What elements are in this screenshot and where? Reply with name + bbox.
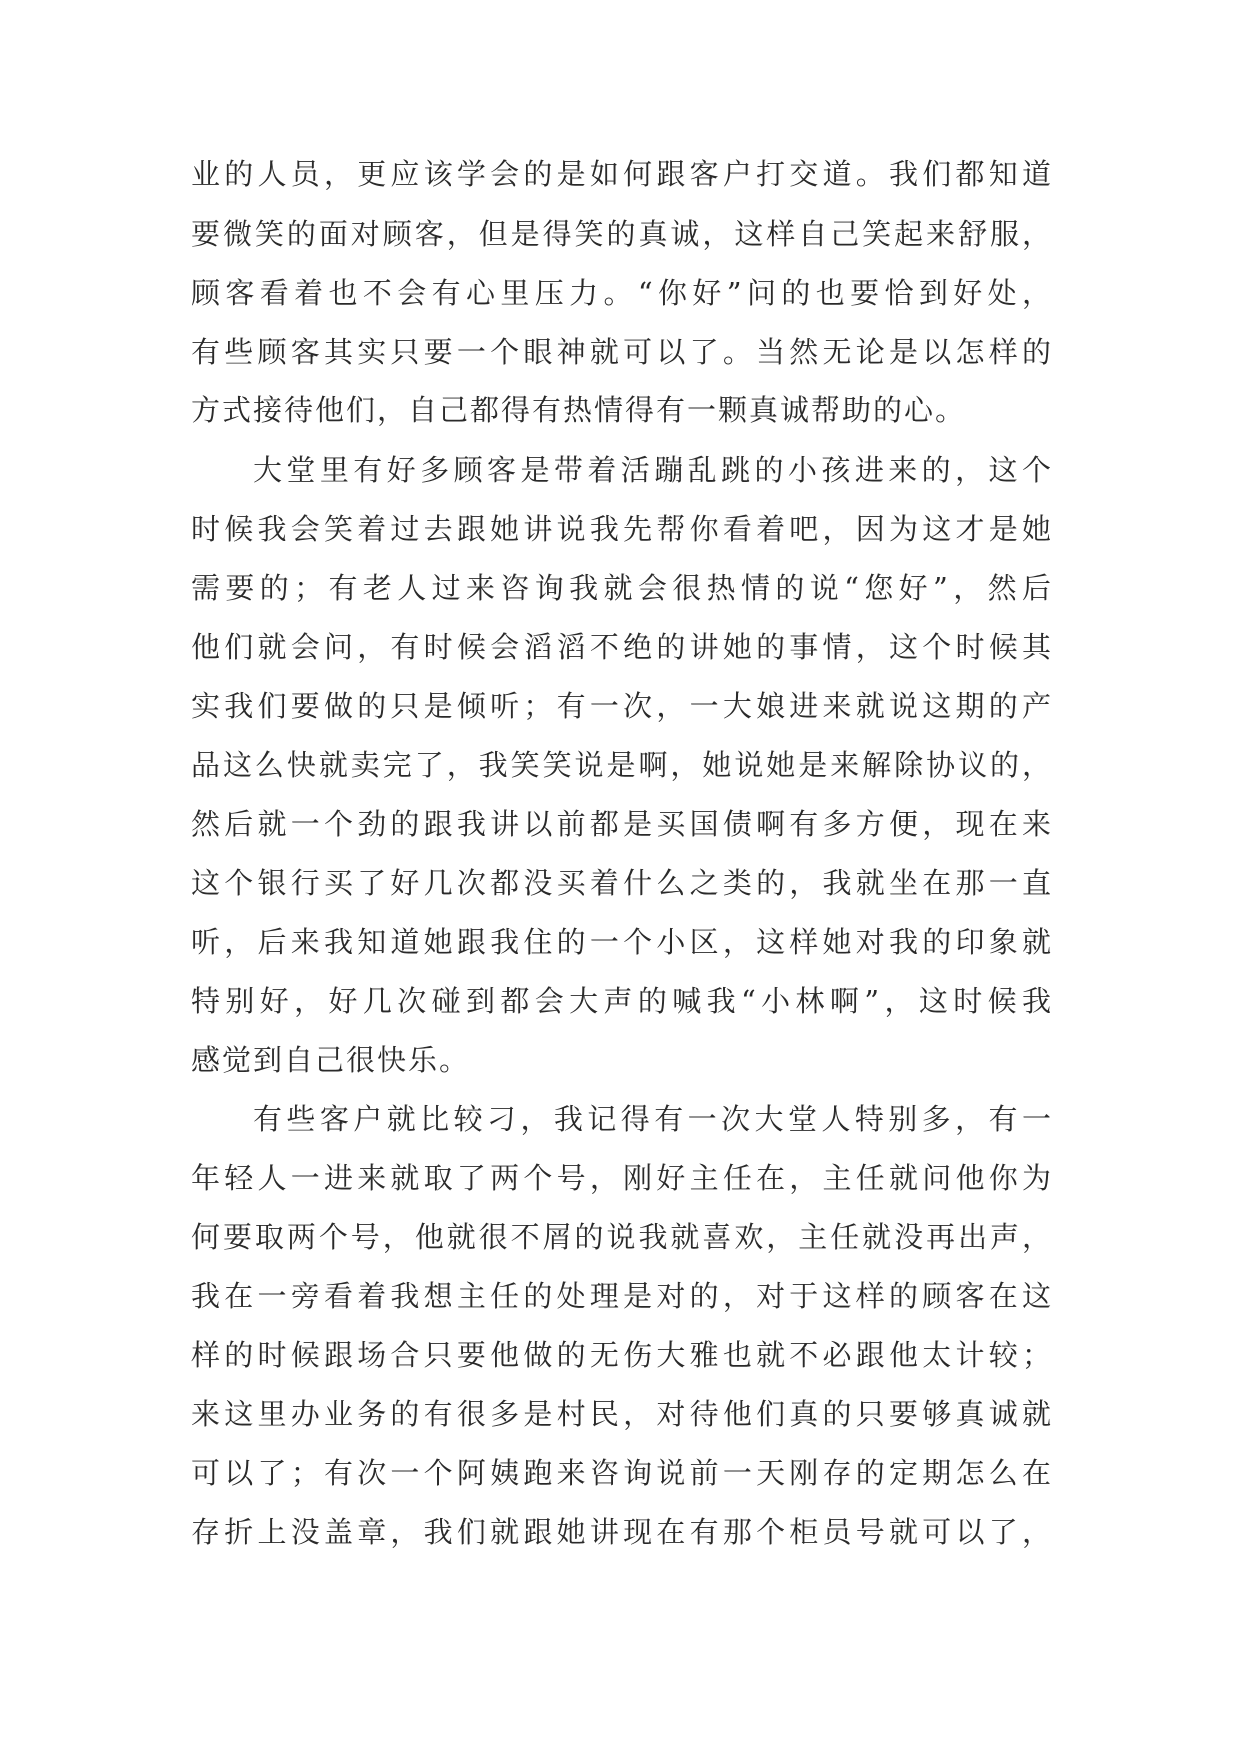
text-line: 感觉到自己很快乐。	[191, 1043, 471, 1077]
text-line: 样的时候跟场合只要他做的无伤大雅也就不必跟他太计较；	[191, 1338, 1053, 1372]
text-line: 年轻人一进来就取了两个号，刚好主任在，主任就问他你为	[191, 1161, 1053, 1195]
text-line: 有些顾客其实只要一个眼神就可以了。当然无论是以怎样的	[191, 335, 1053, 369]
text-line: 品这么快就卖完了，我笑笑说是啊，她说她是来解除协议的，	[191, 748, 1053, 782]
text-line: 业的人员，更应该学会的是如何跟客户打交道。我们都知道	[191, 157, 1053, 191]
text-line: 听，后来我知道她跟我住的一个小区，这样她对我的印象就	[191, 925, 1053, 959]
text-line: 方式接待他们，自己都得有热情得有一颗真诚帮助的心。	[191, 393, 967, 427]
text-line: 这个银行买了好几次都没买着什么之类的，我就坐在那一直	[191, 866, 1053, 900]
text-line: 需要的；有老人过来咨询我就会很热情的说“您好”，然后	[191, 571, 1053, 605]
text-line: 实我们要做的只是倾听；有一次，一大娘进来就说这期的产	[191, 689, 1053, 723]
text-line: 要微笑的面对顾客，但是得笑的真诚，这样自己笑起来舒服，	[191, 217, 1053, 251]
text-line: 可以了；有次一个阿姨跑来咨询说前一天刚存的定期怎么在	[191, 1456, 1053, 1490]
text-line: 时候我会笑着过去跟她讲说我先帮你看着吧，因为这才是她	[191, 512, 1053, 546]
text-line: 我在一旁看着我想主任的处理是对的，对于这样的顾客在这	[191, 1279, 1053, 1313]
text-line: 然后就一个劲的跟我讲以前都是买国债啊有多方便，现在来	[191, 807, 1053, 841]
paragraph-first-line: 有些客户就比较刁，我记得有一次大堂人特别多，有一	[253, 1102, 1053, 1136]
text-line: 来这里办业务的有很多是村民，对待他们真的只要够真诚就	[191, 1397, 1053, 1431]
text-line: 顾客看着也不会有心里压力。“你好”问的也要恰到好处，	[191, 276, 1053, 310]
text-line: 存折上没盖章，我们就跟她讲现在有那个柜员号就可以了，	[191, 1515, 1053, 1549]
paragraph-first-line: 大堂里有好多顾客是带着活蹦乱跳的小孩进来的，这个	[253, 453, 1053, 487]
text-line: 特别好，好几次碰到都会大声的喊我“小林啊”，这时候我	[191, 984, 1053, 1018]
text-line: 他们就会问，有时候会滔滔不绝的讲她的事情，这个时候其	[191, 630, 1053, 664]
text-line: 何要取两个号，他就很不屑的说我就喜欢，主任就没再出声，	[191, 1220, 1053, 1254]
